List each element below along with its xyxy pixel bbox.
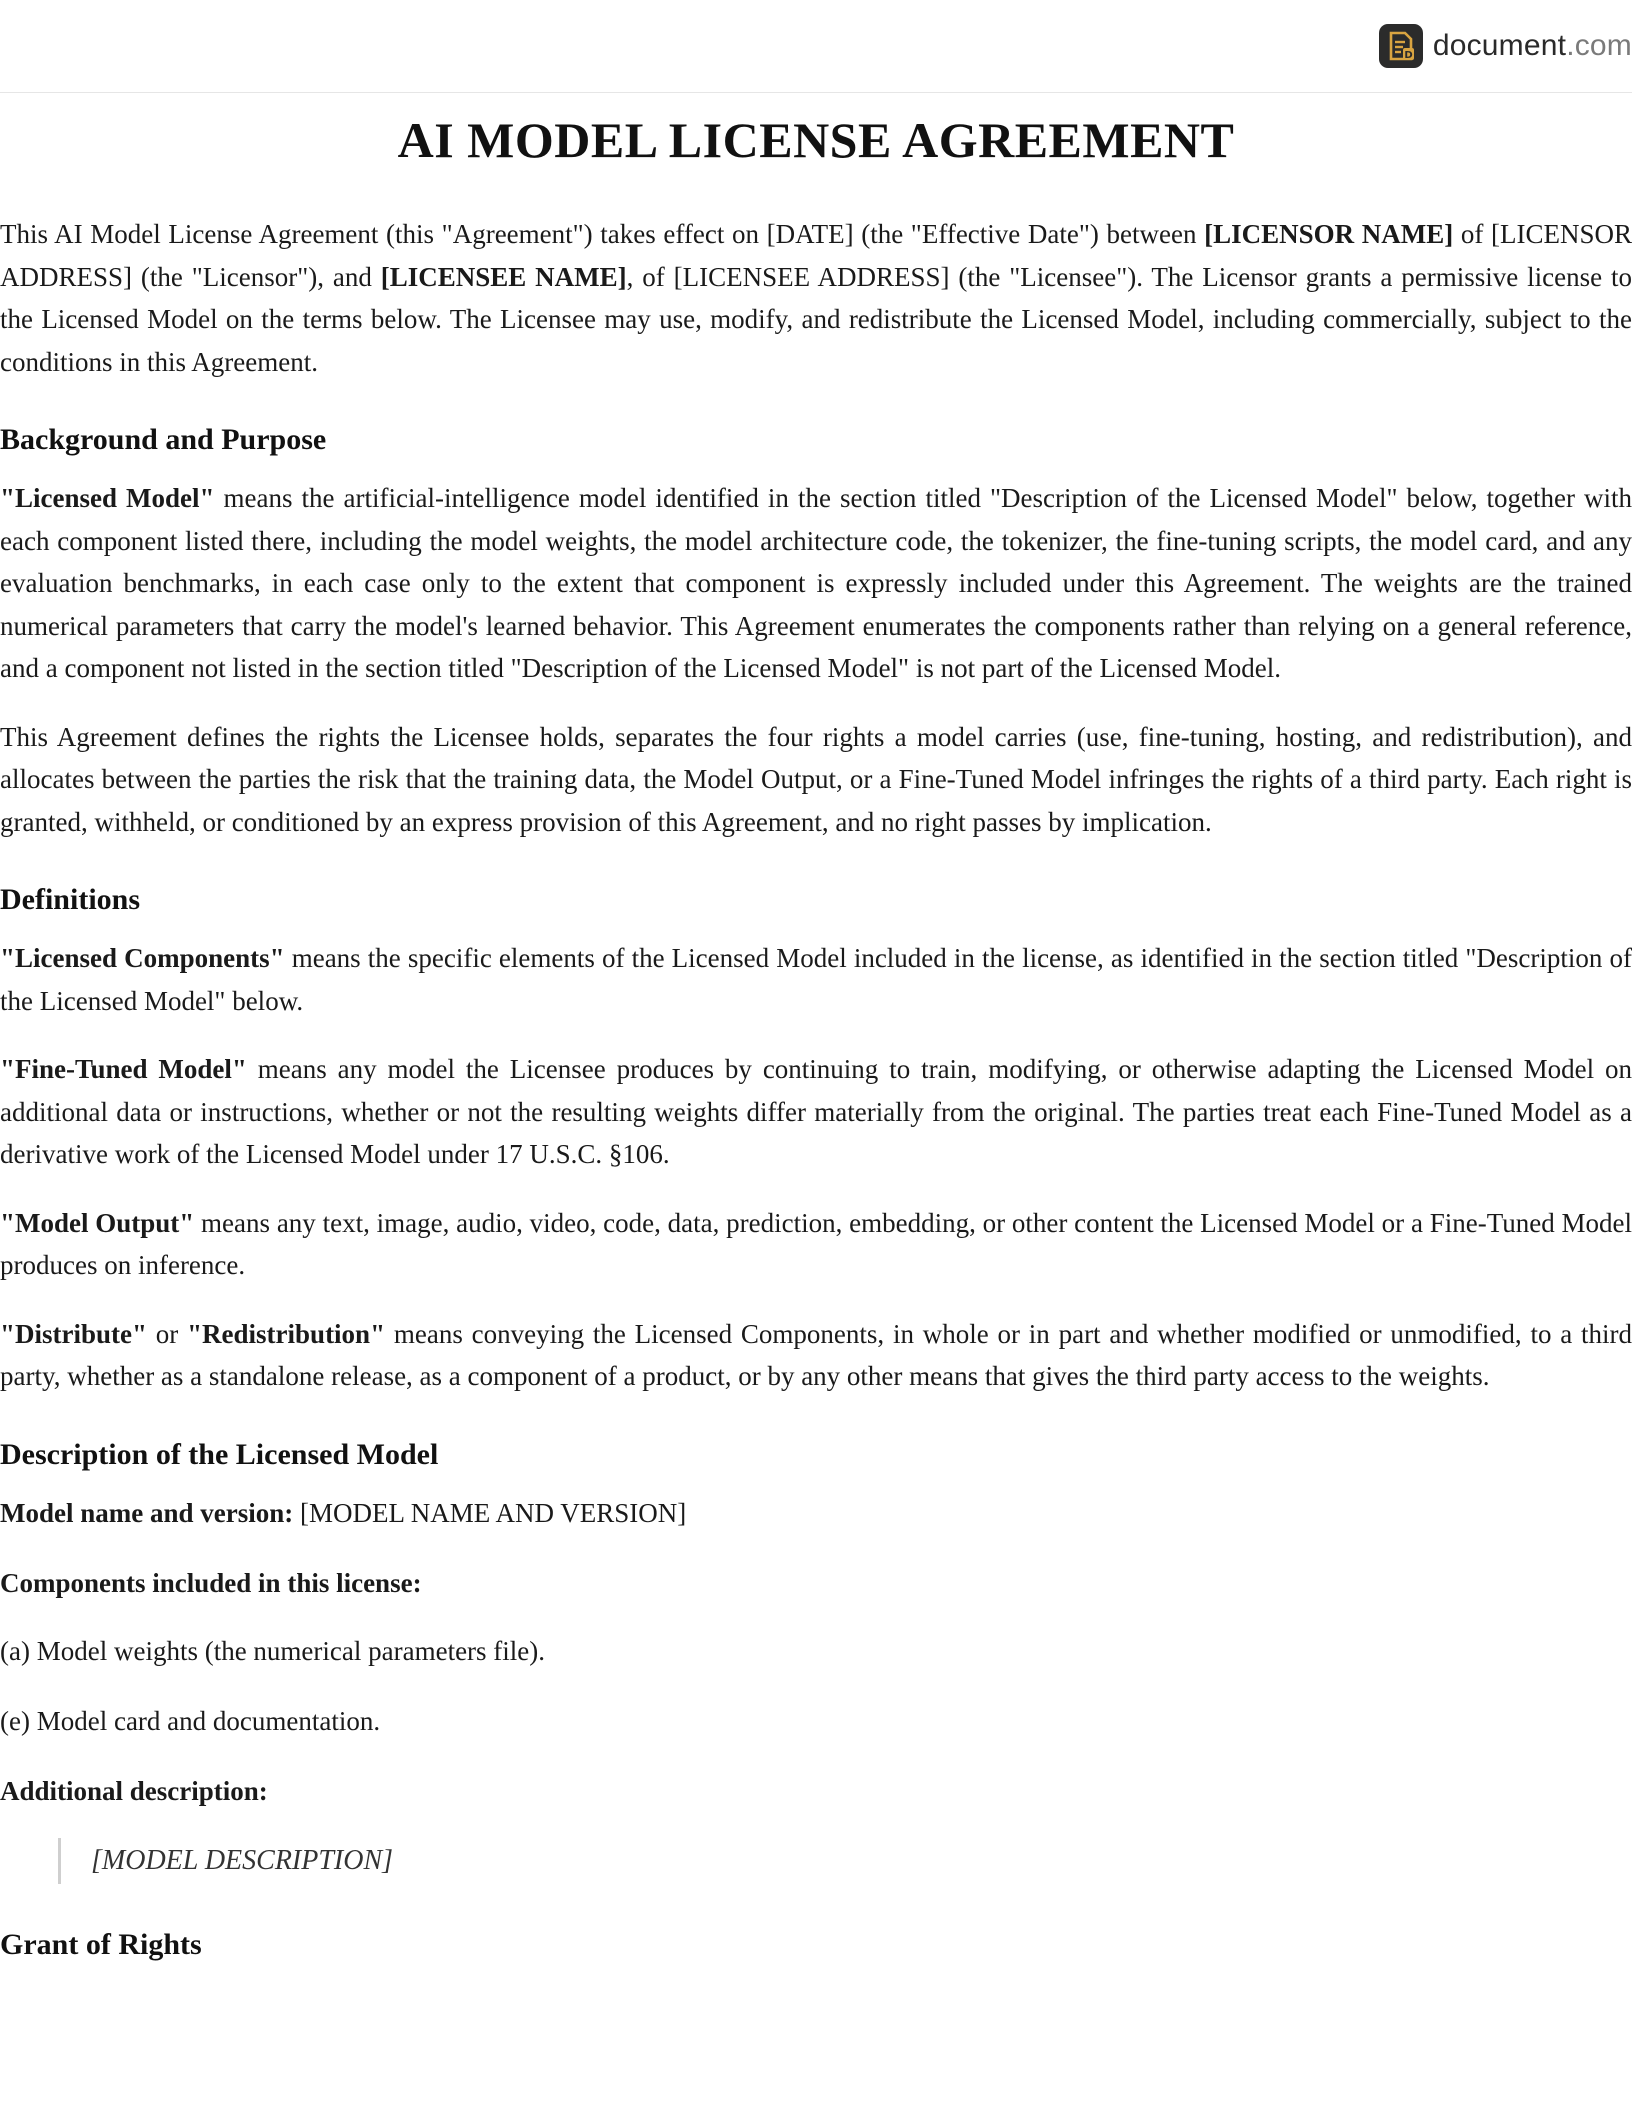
intro-paragraph: This AI Model License Agreement (this "Agreement") takes effect on [DATE] (the "Effective Date") between [LICENSOR NAME] of [LICENSOR ADDRESS] (the "Licensor"), and [LICENSEE NAME], of [LICENSEE ADDRESS] (the "Licensee"). The Licensor grants a permissive license to the Licensed Model on the terms below. The Licensee may use, modify, and redistribute the Licensed Model, including commercially, subject to the conditions in this Agreement. (0, 219, 1632, 377)
model-description-quote: [MODEL DESCRIPTION] (58, 1838, 1632, 1884)
definition-licensed-components: "Licensed Components" means the specific elements of the Licensed Model included in the license, as identified in the section titled "Description of the Licensed Model" below. (0, 943, 1632, 1016)
section-heading-description: Description of the Licensed Model (0, 1437, 439, 1471)
section-heading-definitions: Definitions (0, 883, 141, 916)
svg-text:D: D (1404, 50, 1413, 61)
section-heading-grant: Grant of Rights (0, 1927, 202, 1961)
document-logo-icon (1379, 24, 1423, 68)
components-label: Components included in this license: (0, 1567, 422, 1598)
document-title: AI MODEL LICENSE AGREEMENT (397, 112, 1235, 168)
definition-distribute: "Distribute" or "Redistribution" means conveying the Licensed Components, in whole or in part and whether modified or unmodified, to a third party, whether as a standalone release, as a component of a product, or by any other means that gives the third party access to the weights. (0, 1318, 1632, 1391)
definition-fine-tuned-model: "Fine-Tuned Model" means any model the Licensee produces by continuing to train, modifying, or otherwise adapting the Licensed Model on additional data or instructions, whether or not the resulting weights differ materially from the original. The parties treat each Fine-Tuned Model as a derivative work of the Licensed Model under 17 U.S.C. §106. (0, 1054, 1632, 1169)
list-item: (a) Model weights (the numerical parameters file). (0, 1635, 546, 1666)
list-item: (e) Model card and documentation. (0, 1705, 381, 1736)
page-header (0, 0, 1632, 93)
definition-licensed-model: "Licensed Model" means the artificial-intelligence model identified in the section titled "Description of the Licensed Model" below, together with each component listed there, including the model weights, the model architecture code, the tokenizer, the fine-tuning scripts, the model card, and any evaluation benchmarks, in each case only to the extent that component is expressly included under this Agreement. The weights are the trained numerical parameters that carry the model's learned behavior. This Agreement enumerates the components rather than relying on a general reference, and a component not listed in the section titled "Description of the Licensed Model" is not part of the Licensed Model. (0, 483, 1632, 683)
background-paragraph: This Agreement defines the rights the Licensee holds, separates the four rights a model carries (use, fine-tuning, hosting, and redistribution), and allocates between the parties the risk that the training data, the Model Output, or a Fine-Tuned Model infringes the rights of a third party. Each right is granted, withheld, or conditioned by an express provision of this Agreement, and no right passes by implication. (0, 721, 1632, 837)
document-body (0, 111, 1632, 1962)
brand-name: document.com (1432, 29, 1632, 62)
model-name-line: Model name and version: [MODEL NAME AND VERSION] (0, 1497, 687, 1528)
definition-model-output: "Model Output" means any text, image, audio, video, code, data, prediction, embedding, or other content the Licensed Model or a Fine-Tuned Model produces on inference. (0, 1207, 1632, 1280)
brand-logo-link[interactable] (1379, 24, 1632, 68)
additional-description-label: Additional description: (0, 1775, 268, 1806)
section-heading-background: Background and Purpose (0, 423, 327, 456)
